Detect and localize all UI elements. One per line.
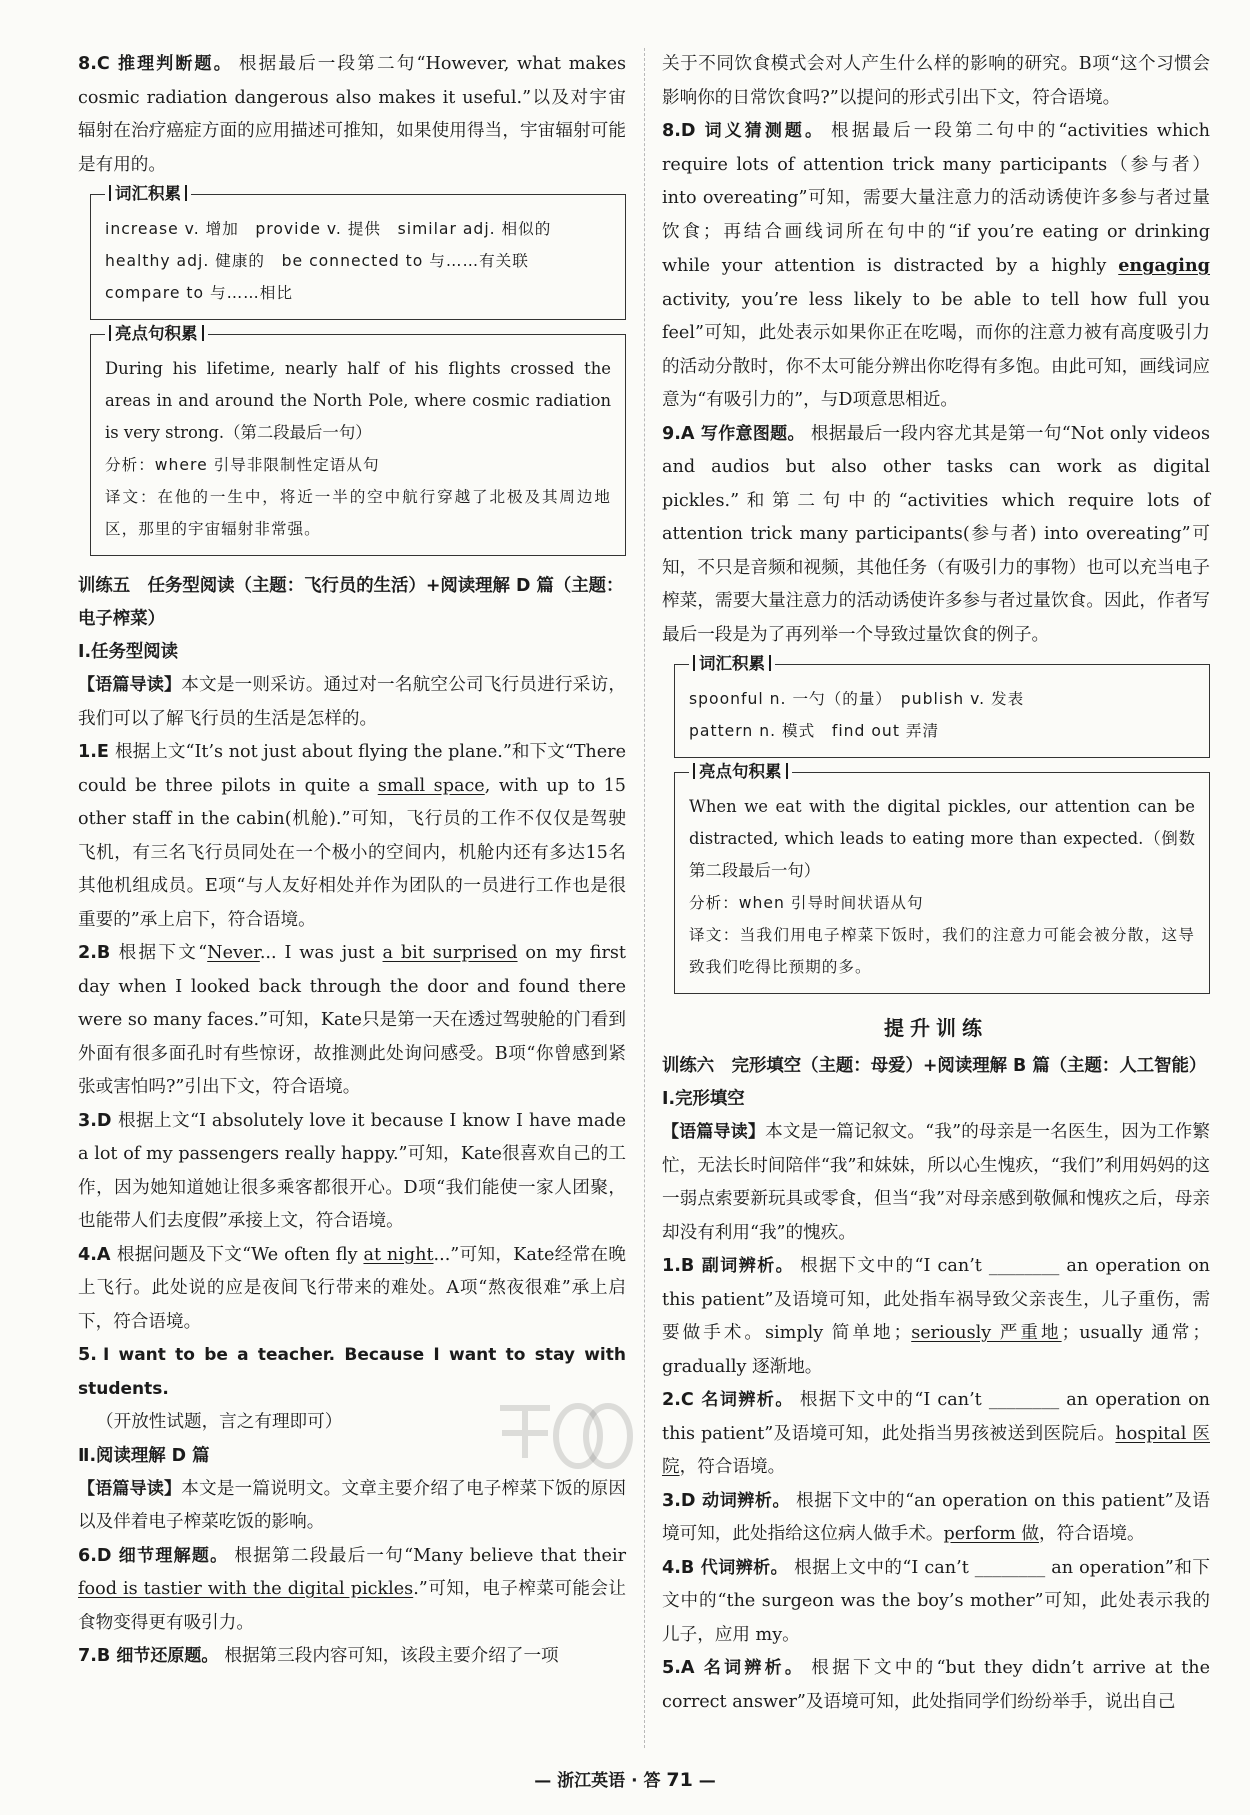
answer-label: 2.C (662, 1390, 694, 1410)
footer-prefix: — 浙江英语 · 答 (534, 1771, 667, 1791)
training-heading: 训练五 任务型阅读（主题：飞行员的生活）+阅读理解 D 篇（主题：电子榨菜） (78, 576, 624, 629)
answer-8c (78, 48, 626, 182)
answer-7b-continued: 关于不同饮食模式会对人产生什么样的影响的研究。B项“这个习惯会影响你的日常饮食吗?”以提问的形式引出下文，符合语境。 (662, 54, 1210, 108)
sentence-box (90, 324, 626, 556)
guide-label: 【语篇导读】 (78, 675, 182, 695)
answer-text: 根据上文“I absolutely love it because I know I have made a lot of my passengers really happy.”可知，Kate很喜欢自己的工作，因为她知道她让很多乘客都很开心。D项“我们能使一家人团聚，也能带人们去度假”承接上文，符合语境。 (78, 1110, 626, 1231)
improve-training-heading: 提升训练 (884, 1016, 988, 1040)
answer-text: 根据下文“ (116, 943, 208, 963)
underlined-phrase: Never (207, 943, 260, 963)
answer-text: ，符合语境。 (679, 1457, 786, 1477)
highlight-sentence: When we eat with the digital pickles, our attention can be distracted, which leads to eating more than expected.（倒数第二段最后一句） (689, 797, 1195, 880)
answer-9a (662, 418, 1210, 653)
question-type: 名词辨析。 (699, 1390, 794, 1410)
section-heading: Ⅰ.完形填空 (662, 1089, 745, 1109)
publisher-logo-icon (490, 1388, 640, 1478)
answer-text: , with up to 15 other staff in the cabin(机舱).”可知，飞行员的工作不仅仅是驾驶飞机，有三名飞行员同处在一个极小的空间内，机舱内还有多达15名其他机组成员。E项“与人友好相处并作为团队的一员进行工作也是很重要的”承上启下，符合语境。 (78, 775, 627, 930)
answer-text: 根据下文中的“an operation on this patient”及语境可知，此处指给这位病人做手术。 (662, 1490, 1210, 1544)
answer-note: （开放性试题，言之有理即可） (96, 1412, 343, 1432)
answer-text: 根据最后一段内容尤其是第一句“Not only videos and audios but also other tasks can work as digital pickles.”和第二句中的“activities which require lots of attention trick many participants(参与者) into overeating”可知，不只是音频和视频，其他任务（有吸引力的事物）也可以充当电子榨菜，需要大量注意力的活动诱使许多参与者过量饮食。因此，作者写最后一段是为了再列举一个导致过量饮食的例子。 (662, 423, 1210, 645)
guide-label: 【语篇导读】 (78, 1478, 182, 1499)
guide-text: 本文是一篇说明文。文章主要介绍了电子榨菜下饭的原因以及伴着电子榨菜吃饭的影响。 (78, 1478, 626, 1532)
answer-label: 1.E (78, 742, 109, 762)
answer-label: 3.D (78, 1110, 112, 1131)
answer-7b (78, 1640, 626, 1674)
vocab-line: spoonful n. 一勺（的量） publish v. 发表 (689, 690, 1025, 708)
underlined-word: engaging (1118, 255, 1210, 276)
question-type: 推理判断题。 (115, 54, 233, 74)
page-footer (0, 1766, 1250, 1791)
box-title: 亮点句积累 (689, 760, 792, 784)
answer-text: 根据下文中的“I can’t ________ an operation on this patient”及语境可知，此处指车祸导致父亲丧生，儿子重伤，需要做手术。simply 简单地； (662, 1256, 1211, 1343)
guide-label: 【语篇导读】 (662, 1122, 766, 1142)
answer-label: 3.D (662, 1490, 696, 1511)
open-answer: I want to be a teacher. Because I want to stay with students. (78, 1345, 626, 1399)
highlight-sentence: During his lifetime, nearly half of his flights crossed the areas in and around the North Pole, where cosmic radiation is very strong.（第二段最后一句） (105, 359, 611, 442)
vocab-line: compare to 与……相比 (105, 284, 293, 302)
page-number: 71 (666, 1769, 693, 1791)
answer-label: 2.B (78, 943, 111, 963)
question-type: 细节理解题。 (117, 1545, 229, 1566)
answer-3d (78, 1105, 626, 1239)
answer-text: 根据第二段最后一句“Many believe that their (234, 1545, 626, 1566)
passage-guide (662, 1116, 1210, 1250)
answer-text: ；usually 通常；gradually 逐渐地。 (662, 1323, 1210, 1377)
right-column (662, 48, 1210, 1719)
answer-1b (662, 1250, 1210, 1384)
answer-text: ... I was just (259, 943, 383, 963)
answer-6d (78, 1540, 626, 1641)
answer-text: 根据第三段内容可知，该段主要介绍了一项 (224, 1646, 559, 1666)
answer-label: 7.B (78, 1646, 111, 1666)
vocab-box (674, 654, 1210, 758)
answer-text: 根据上文“It’s not just about flying the plane.”和下文“There could be three pilots in quite a (78, 742, 626, 796)
sentence-translation: 译文：当我们用电子榨菜下饭时，我们的注意力可能会被分散，这导致我们吃得比预期的多。 (689, 926, 1195, 976)
underlined-phrase: food is tastier with the digital pickles (78, 1579, 414, 1599)
answer-text: 根据最后一段第二句“However, what makes cosmic radiation dangerous also makes it useful.”以及对宇宙辐射在治疗癌症方面的应用描述可推知，如果使用得当，宇宙辐射可能是有用的。 (78, 54, 627, 175)
question-type: 词义猜测题。 (701, 121, 826, 141)
answer-label: 5. (78, 1345, 97, 1365)
question-type: 名词辨析。 (700, 1658, 806, 1678)
answer-text: 根据上文中的“I can’t ________ an operation”和下文中的“the surgeon was the boy’s mother”可知，此处表示我的儿子，应用 my。 (662, 1557, 1210, 1645)
answer-label: 6.D (78, 1545, 112, 1566)
vocab-line: pattern n. 模式 find out 弄清 (689, 722, 940, 740)
answer-label: 1.B (662, 1256, 695, 1276)
answer-4a (78, 1239, 626, 1340)
question-type: 写作意图题。 (700, 423, 805, 444)
sentence-analysis: 分析：when 引导时间状语从句 (689, 894, 924, 912)
underlined-phrase: at night (363, 1244, 434, 1265)
section-heading: Ⅰ.任务型阅读 (78, 642, 179, 662)
question-type: 代词辨析。 (700, 1557, 789, 1578)
answer-5a (662, 1652, 1210, 1719)
answer-text: activity, you’re less likely to be able to tell how full you feel”可知，此处表示如果你正在吃喝，而你的注意力被有高度吸引力的活动分散时，你不太可能分辨出你吃得有多饱。由此可知，画线词应意为“有吸引力的”，与D项意思相近。 (662, 289, 1210, 410)
answer-label: 9.A (662, 423, 695, 444)
sentence-translation: 译文：在他的一生中，将近一半的空中航行穿越了北极及其周边地区，那里的宇宙辐射非常强。 (105, 488, 611, 538)
answer-2c (662, 1384, 1210, 1485)
question-type: 副词辨析。 (700, 1256, 795, 1276)
answer-label: 4.A (78, 1244, 111, 1265)
vocab-box (90, 184, 626, 320)
guide-text: 本文是一则采访。通过对一名航空公司飞行员进行采访，我们可以了解飞行员的生活是怎样的。 (78, 675, 626, 729)
box-title: 词汇积累 (105, 182, 191, 206)
vocab-line: healthy adj. 健康的 be connected to 与……有关联 (105, 252, 529, 270)
guide-text: 本文是一篇记叙文。“我”的母亲是一名医生，因为工作繁忙，无法长时间陪伴“我”和妹妹，所以心生愧疚，“我们”利用妈妈的这一弱点索要新玩具或零食，但当“我”对母亲感到敬佩和愧疚之后，母亲却没有利用“我”的愧疚。 (662, 1122, 1211, 1243)
underlined-phrase: perform 做 (943, 1524, 1039, 1544)
question-type: 细节还原题。 (116, 1646, 219, 1666)
sentence-analysis: 分析：where 引导非限制性定语从句 (105, 456, 380, 474)
answer-label: 5.A (662, 1658, 695, 1678)
section-heading: Ⅱ.阅读理解 D 篇 (78, 1445, 210, 1466)
answer-label: 8.D (662, 121, 696, 141)
answer-text: on my first day when I looked back through the door and found there were so many faces.”可知，Kate只是第一天在透过驾驶舱的门看到外面有很多面孔时有些惊讶，故推测此处询问感受。B项“你曾感到紧张或害怕吗?”引出下文，符合语境。 (78, 943, 626, 1097)
box-title: 亮点句积累 (105, 322, 208, 346)
answer-text: 根据下文中的“but they didn’t arrive at the correct answer”及语境可知，此处指同学们纷纷举手，说出自己 (662, 1658, 1211, 1712)
underlined-phrase: small space (377, 775, 485, 796)
footer-suffix: — (692, 1771, 716, 1791)
answer-3d (662, 1485, 1210, 1552)
column-divider (644, 48, 645, 1748)
training-heading: 训练六 完形填空（主题：母爱）+阅读理解 B 篇（主题：人工智能） (662, 1056, 1207, 1076)
answer-text: ，符合语境。 (1038, 1524, 1145, 1544)
underlined-phrase: seriously 严重地 (911, 1323, 1062, 1343)
underlined-phrase: a bit surprised (382, 943, 518, 963)
answer-text: 根据问题及下文“We often fly (116, 1244, 364, 1265)
answer-1e (78, 736, 626, 937)
answer-8d (662, 115, 1210, 418)
sentence-box (674, 762, 1210, 994)
underlined-phrase: hospital 医院 (662, 1423, 1210, 1477)
passage-guide (78, 1473, 626, 1540)
answer-text: 根据下文中的“I can’t ________ an operation on this patient”及语境可知，此处指当男孩被送到医院后。 (662, 1390, 1210, 1444)
box-title: 词汇积累 (689, 652, 775, 676)
answer-label: 8.C (78, 54, 110, 74)
passage-guide (78, 669, 626, 736)
answer-2b (78, 937, 626, 1105)
vocab-line: increase v. 增加 provide v. 提供 similar adj. 相似的 (105, 220, 552, 238)
answer-label: 4.B (662, 1557, 695, 1578)
answer-text: ...”可知，Kate经常在晚上飞行。此处说的应是夜间飞行带来的难处。A项“熬夜很难”承上启下，符合语境。 (78, 1244, 626, 1332)
answer-4b (662, 1552, 1210, 1653)
answer-text: 根据最后一段第二句中的“activities which require lots of attention trick many participants（参与者）into overeating”可知，需要大量注意力的活动诱使许多参与者过量饮食；再结合画线词所在句中的“if you’re eating or drinking while your attention is distracted by a highly (662, 121, 1210, 276)
answer-text: .”可知，电子榨菜可能会让食物变得更有吸引力。 (78, 1579, 626, 1633)
question-type: 动词辨析。 (701, 1490, 791, 1511)
